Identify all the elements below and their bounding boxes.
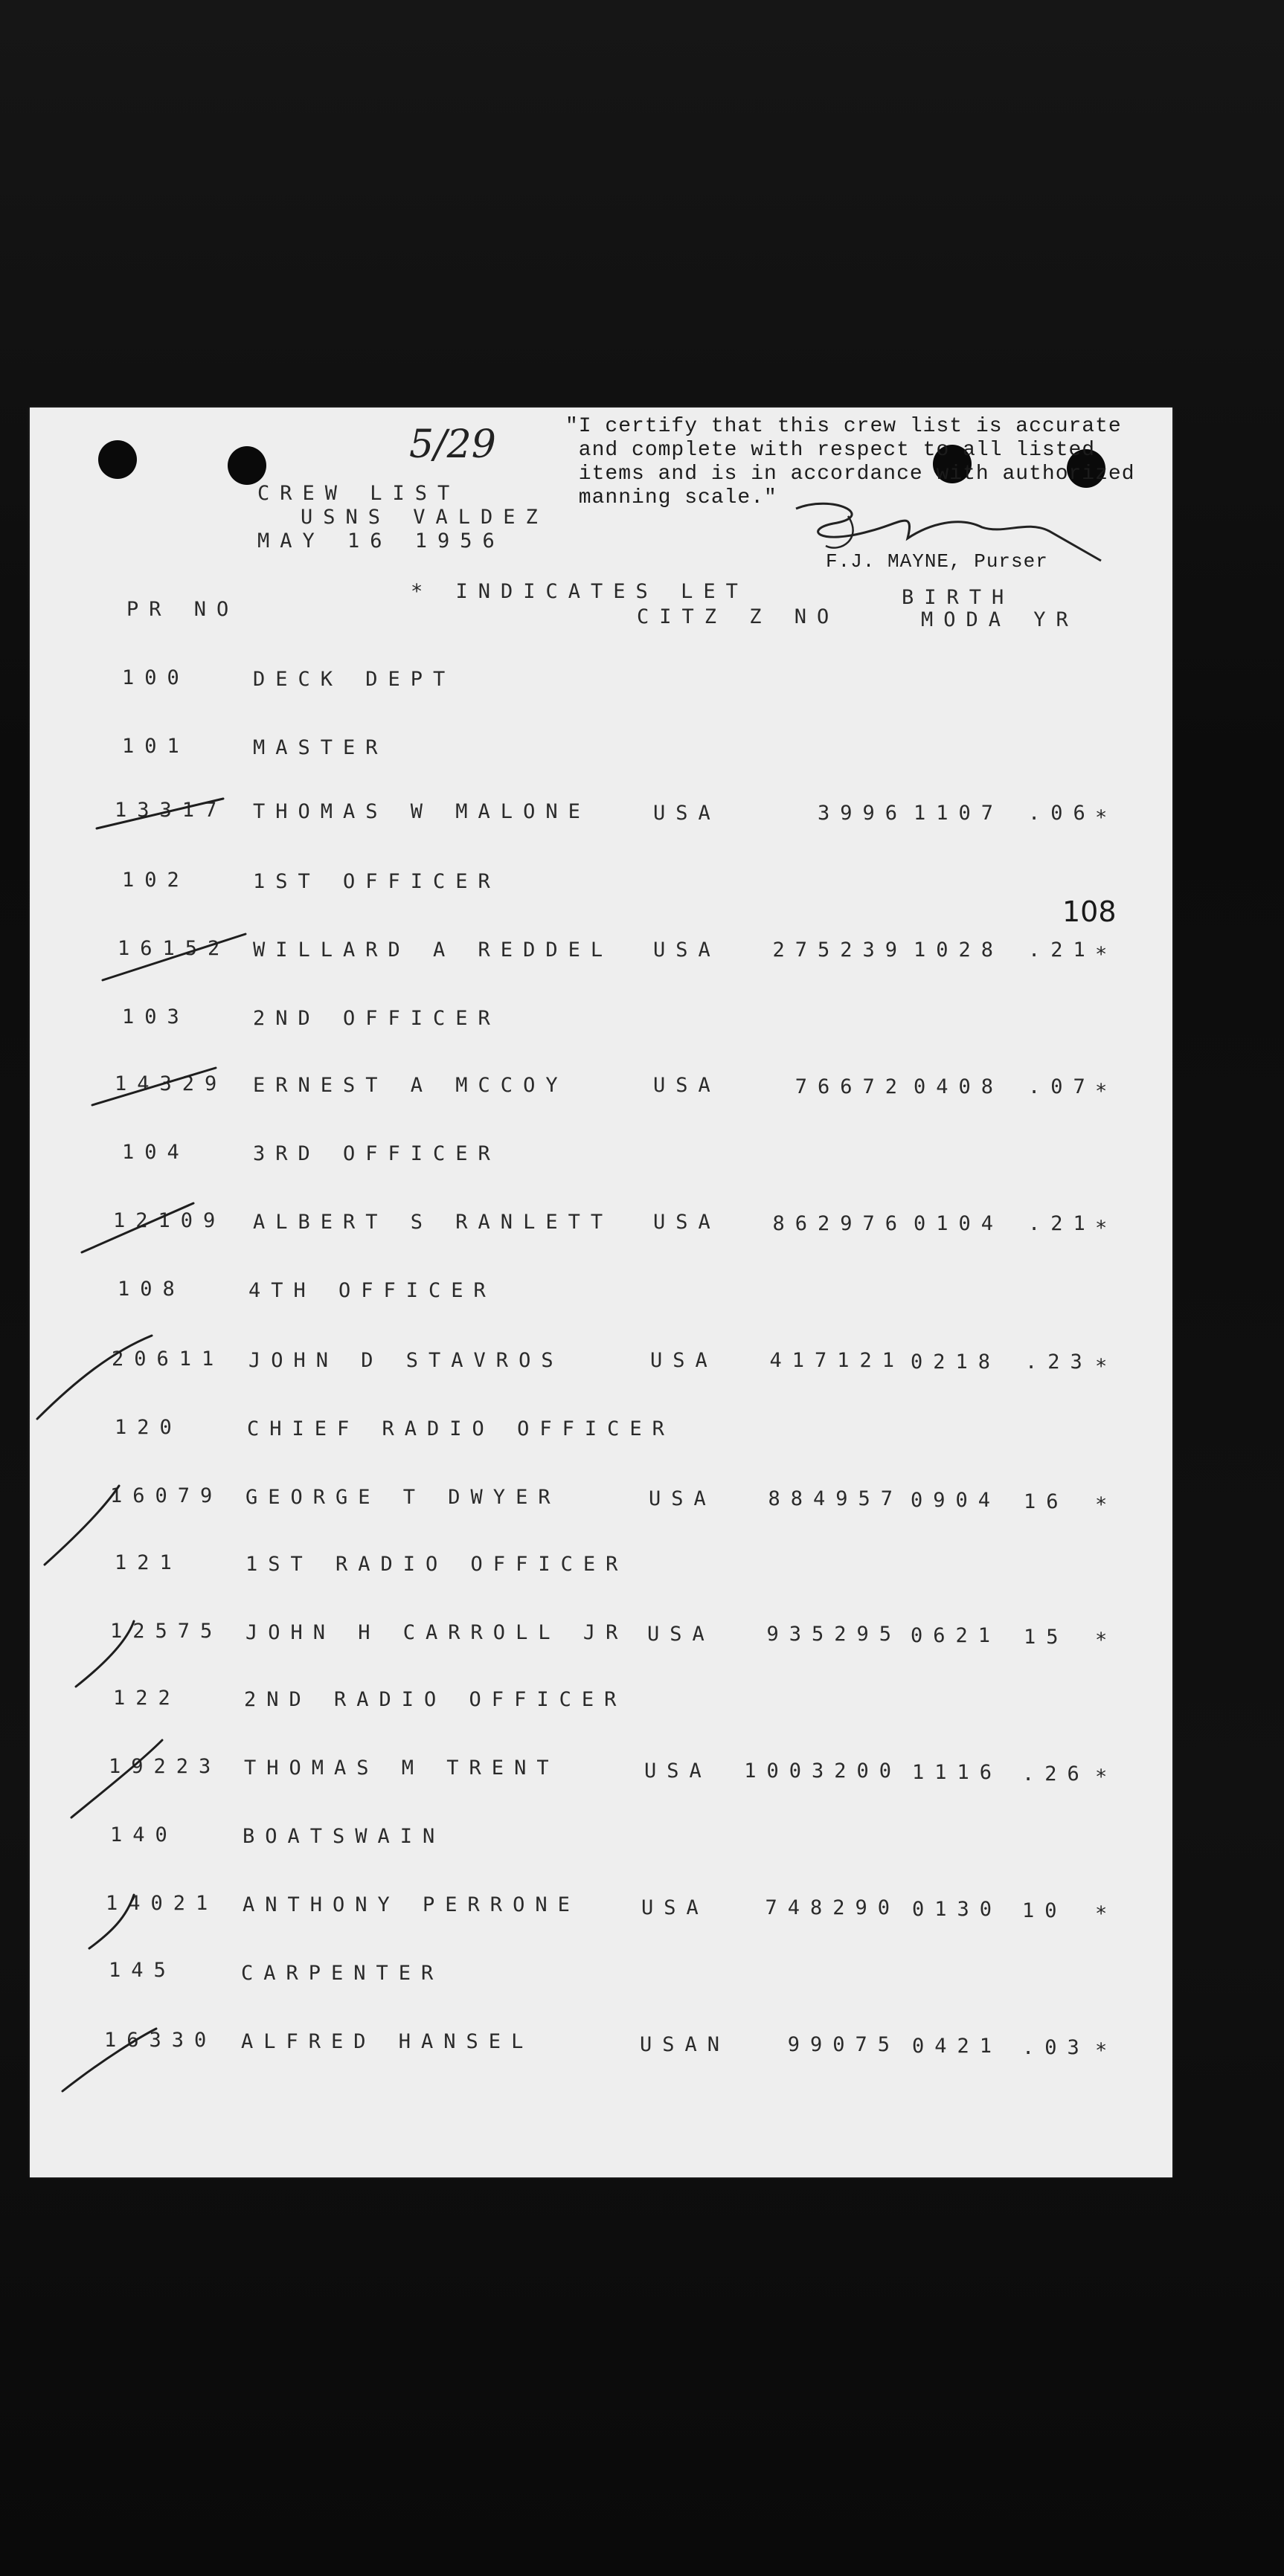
crew-birth-moda: 0408 <box>914 1075 1004 1098</box>
crew-z-no: 417121 <box>769 1349 905 1372</box>
crew-z-no: 1003200 <box>744 1759 902 1783</box>
crew-citz: USA <box>653 802 721 825</box>
crew-name: GEORGE T DWYER <box>245 1486 561 1509</box>
header-moda-yr: MODA YR <box>921 608 1079 631</box>
crew-birth-yr: .26 <box>1022 1762 1090 1786</box>
header-birth: BIRTH <box>902 586 1015 609</box>
crew-z-no: 99075 <box>787 2033 900 2056</box>
section-title: 4TH OFFICER <box>248 1279 496 1302</box>
crew-citz: USA <box>647 1623 715 1646</box>
crew-z-no: 275239 <box>772 938 908 962</box>
section-code: 108 <box>118 1278 185 1301</box>
crew-birth-moda: 0130 <box>912 1898 1003 1921</box>
crew-list-page <box>30 408 1172 2177</box>
crew-z-no: 76672 <box>795 1075 908 1098</box>
crew-z-no: 748290 <box>765 1896 900 1919</box>
crew-birth-yr: 16 <box>1024 1490 1069 1513</box>
section-code: 121 <box>115 1551 182 1574</box>
crew-name: ALFRED HANSEL <box>241 2030 534 2053</box>
section-title: 1ST OFFICER <box>253 870 501 893</box>
section-title: 1ST RADIO OFFICER <box>245 1553 629 1576</box>
certification-line: and complete with respect to all listed <box>565 439 1096 462</box>
crew-pr-no: 19223 <box>109 1755 222 1778</box>
signer-name: F.J. MAYNE, Purser <box>826 550 1048 573</box>
crew-birth-yr: 15 <box>1024 1626 1069 1649</box>
crew-name: JOHN D STAVROS <box>248 1349 564 1372</box>
section-code: 120 <box>115 1416 182 1439</box>
crew-pr-no: 16152 <box>118 937 231 960</box>
crew-mark: * <box>1095 1080 1108 1103</box>
section-title: CARPENTER <box>241 1962 444 1985</box>
title-line: MAY 16 1956 <box>257 529 505 553</box>
section-title: 2ND OFFICER <box>253 1007 501 1030</box>
crew-birth-moda: 1116 <box>912 1761 1003 1784</box>
crew-name: THOMAS W MALONE <box>253 800 591 823</box>
crew-name: JOHN H CARROLL JR <box>245 1621 629 1644</box>
section-title: 3RD OFFICER <box>253 1142 501 1165</box>
crew-mark: * <box>1095 1902 1108 1925</box>
crew-mark: * <box>1095 806 1108 829</box>
crew-mark: * <box>1095 1355 1108 1378</box>
crew-pr-no: 16330 <box>104 2029 217 2052</box>
crew-pr-no: 20611 <box>112 1347 225 1371</box>
section-code: 101 <box>122 735 190 758</box>
section-title: CHIEF RADIO OFFICER <box>247 1417 675 1440</box>
crew-mark: * <box>1095 2039 1108 2062</box>
handwritten-check-marks <box>30 408 1172 2177</box>
section-code: 102 <box>122 869 190 892</box>
crew-pr-no: 13317 <box>115 799 228 822</box>
section-title: DECK DEPT <box>253 668 456 691</box>
crew-mark: * <box>1095 943 1108 966</box>
section-code: 122 <box>113 1687 181 1710</box>
crew-birth-yr: .06 <box>1028 802 1096 825</box>
handwritten-page-number: 5/29 <box>409 422 496 467</box>
section-title: 2ND RADIO OFFICER <box>244 1688 627 1711</box>
crew-mark: * <box>1095 1493 1108 1516</box>
crew-birth-moda: 0421 <box>912 2035 1003 2058</box>
crew-citz: USA <box>650 1349 718 1372</box>
crew-citz: USAN <box>640 2033 731 2056</box>
crew-pr-no: 14021 <box>106 1892 219 1915</box>
crew-citz: USA <box>653 1211 721 1234</box>
certification-line: items and is in accordance with authorized <box>565 463 1135 486</box>
certification-line: "I certify that this crew list is accurate <box>565 415 1122 438</box>
section-title: BOATSWAIN <box>243 1825 446 1848</box>
crew-name: ALBERT S RANLETT <box>253 1211 614 1234</box>
crew-mark: * <box>1095 1217 1108 1240</box>
crew-name: WILLARD A REDDEL <box>253 938 614 962</box>
crew-pr-no: 12575 <box>110 1620 223 1643</box>
crew-birth-moda: 0904 <box>911 1489 1001 1512</box>
crew-citz: USA <box>644 1759 712 1783</box>
crew-z-no: 935295 <box>766 1623 902 1646</box>
crew-birth-yr: .21 <box>1028 938 1096 962</box>
certification-line: manning scale." <box>565 486 777 509</box>
section-code: 140 <box>110 1823 178 1846</box>
crew-birth-moda: 0104 <box>914 1212 1004 1235</box>
header-indicates: * INDICATES LET <box>411 580 748 603</box>
crew-name: ERNEST A MCCOY <box>253 1074 568 1097</box>
crew-mark: * <box>1095 1629 1108 1652</box>
crew-birth-yr: .03 <box>1022 2036 1090 2059</box>
section-code: 103 <box>122 1005 190 1028</box>
crew-birth-yr: .07 <box>1028 1075 1096 1098</box>
section-code: 100 <box>122 666 190 689</box>
crew-mark: * <box>1095 1765 1108 1788</box>
crew-birth-moda: 1028 <box>914 938 1004 962</box>
crew-citz: USA <box>653 1074 721 1097</box>
title-line: CREW LIST <box>257 482 460 505</box>
crew-citz: USA <box>641 1896 709 1919</box>
section-code: 104 <box>122 1141 190 1164</box>
crew-z-no: 3996 <box>817 802 908 825</box>
crew-pr-no: 16079 <box>110 1484 223 1507</box>
crew-birth-yr: .21 <box>1028 1212 1096 1235</box>
crew-pr-no: 14329 <box>115 1072 228 1095</box>
crew-birth-moda: 0621 <box>911 1624 1001 1647</box>
crew-citz: USA <box>653 938 721 962</box>
crew-citz: USA <box>649 1487 716 1510</box>
crew-birth-moda: 0218 <box>911 1350 1001 1374</box>
crew-birth-yr: .23 <box>1025 1350 1093 1374</box>
crew-z-no: 862976 <box>772 1212 908 1235</box>
stamp-number: 108 <box>1062 895 1117 928</box>
crew-name: THOMAS M TRENT <box>244 1756 559 1780</box>
title-line: USNS VALDEZ <box>301 506 548 529</box>
header-pr-no: PR NO <box>126 598 240 621</box>
header-citz: CITZ Z NO <box>637 605 840 628</box>
section-title: MASTER <box>253 736 388 759</box>
section-code: 145 <box>109 1959 176 1982</box>
crew-pr-no: 12109 <box>113 1209 226 1232</box>
crew-z-no: 884957 <box>768 1487 903 1510</box>
crew-birth-yr: 10 <box>1022 1899 1068 1922</box>
crew-birth-moda: 1107 <box>914 802 1004 825</box>
crew-name: ANTHONY PERRONE <box>243 1893 580 1916</box>
